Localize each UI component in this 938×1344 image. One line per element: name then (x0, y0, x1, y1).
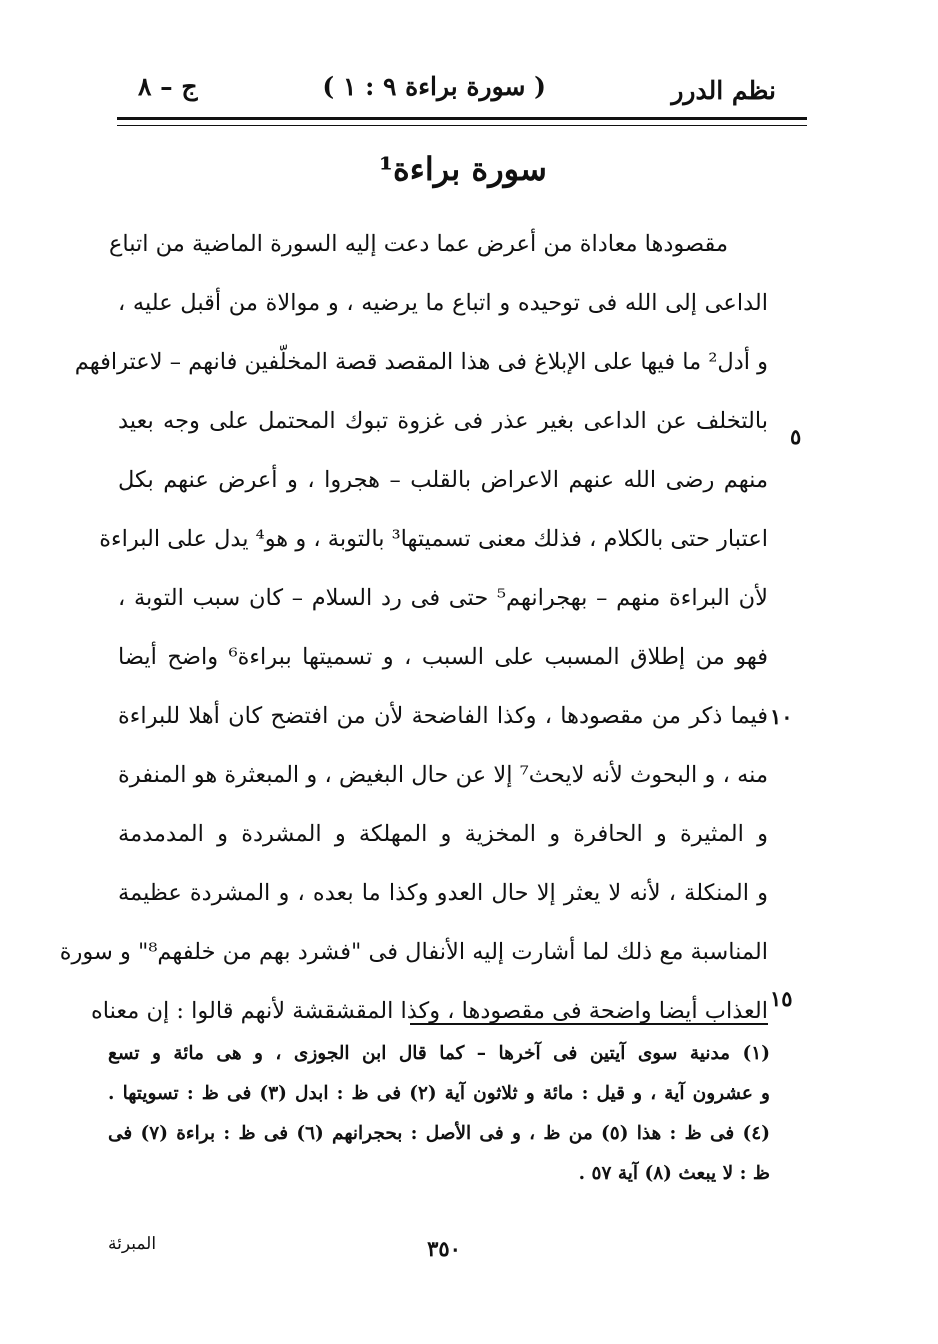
footnotes (108, 1034, 770, 1194)
body-line: فيما ذكر من مقصودها ، وكذا الفاضحة لأن من افتضح كان أهلا للبراءة (118, 703, 768, 729)
body-line: فهو من إطلاق المسبب على السبب ، و تسميتها ببراءة⁶ واضح أيضا (118, 644, 768, 670)
volume-number: ج – ٨ (138, 72, 198, 101)
footnote-line: (١) مدنية سوى آيتين فى آخرها – كما قال ابن الجوزى ، و هى مائة و تسع (108, 1043, 770, 1064)
line-number: ٥ (790, 424, 802, 449)
body-line: العذاب أيضا واضحة فى مقصودها ، وكذا المقشقشة لأنهم قالوا : إن معناه (91, 998, 768, 1024)
footer-mark: المبرئة (108, 1234, 157, 1254)
body-line: و المنكلة ، لأنه لا يعثر إلا حال العدو وكذا ما بعده ، و المشردة عظيمة (118, 880, 768, 906)
footnote-line: و عشرون آية ، و قيل : مائة و ثلاثون آية (٢) فى ظ : ابدل (٣) فى ظ : تسويتها . (108, 1083, 770, 1104)
running-header (118, 66, 808, 112)
book-title: نظم الدرر (671, 76, 776, 105)
line-number: ١٥ (770, 986, 793, 1011)
body-text (59, 215, 769, 1041)
body-line: منه ، و البحوث لأنه لايحث⁷ إلا عن حال البغيض ، و المبعثرة هو المنفرة (118, 762, 769, 788)
header-rule-thick (117, 117, 807, 120)
footnote-line: (٤) فى ظ : هذا (٥) من ظ ، و فى الأصل : بحجرانهم (٦) فى ظ : براءة (٧) فى (108, 1123, 770, 1144)
footnote-line: ظ : لا يبعث (٨) آية ٥٧ . (578, 1163, 770, 1184)
line-number: ١٠ (770, 704, 793, 729)
surah-reference: ( سورة براءة ٩ : ١ ) (322, 72, 546, 101)
body-line: و المثيرة و الحافرة و المخزية و المهلكة و المشردة و المدمدمة (118, 821, 768, 847)
body-line: منهم رضى الله عنهم الاعراض بالقلب – هجروا ، و أعرض عنهم بكل (118, 467, 768, 493)
body-line: و أدل² ما فيها على الإبلاغ فى هذا المقصد قصة المخلّفين فانهم – لاعترافهم (74, 349, 768, 375)
body-line: اعتبار حتى بالكلام ، فذلك معنى تسميتها³ بالتوبة ، و هو⁴ يدل على البراءة (99, 526, 768, 552)
header-rule-thin (117, 125, 807, 126)
surah-title: سورة براءة¹ (379, 150, 547, 188)
body-line: بالتخلف عن الداعى بغير عذر فى غزوة تبوك المحتمل على وجه بعيد (118, 408, 768, 434)
page-number: ٣٥٠ (427, 1236, 461, 1261)
body-line: الداعى إلى الله فى توحيده و اتباع ما يرضيه ، و موالاة من أقبل عليه ، (118, 290, 768, 316)
body-line: المناسبة مع ذلك لما أشارت إليه الأنفال فى "فشرد بهم من خلفهم⁸" و سورة (59, 939, 768, 965)
body-line: لأن البراءة منهم – بهجرانهم⁵ حتى فى رد السلام – كان سبب التوبة ، (118, 585, 768, 611)
body-line: مقصودها معاداة من أعرض عما دعت إليه السورة الماضية من اتباع (108, 231, 728, 257)
footnote-rule (410, 1023, 768, 1025)
